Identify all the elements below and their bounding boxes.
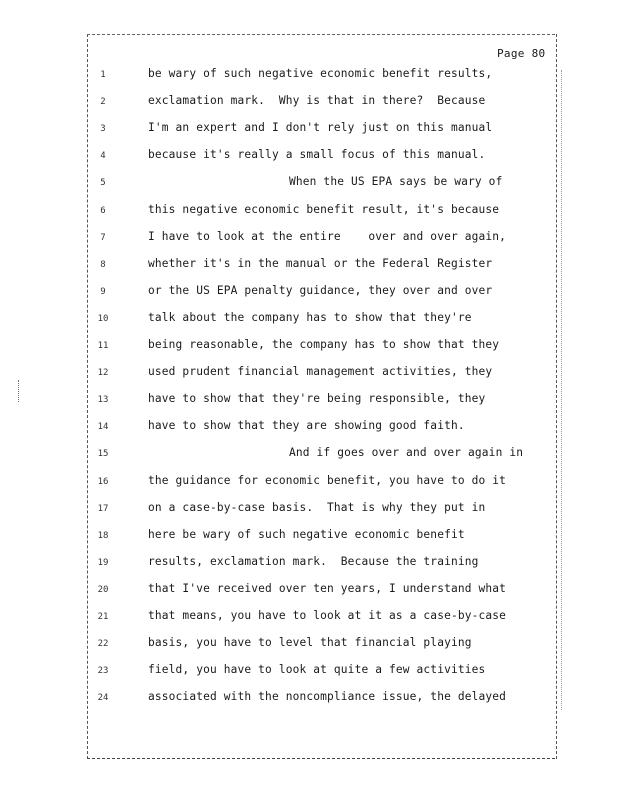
transcript-line: [0, 689, 618, 709]
transcript-line: [0, 174, 618, 194]
line-text: I'm an expert and I don't rely just on this manual: [148, 121, 493, 135]
line-number: 24: [97, 693, 109, 704]
line-text: I have to look at the entire over and over again,: [148, 229, 507, 243]
line-text: associated with the noncompliance issue, the delayed: [148, 690, 507, 704]
line-number: 4: [100, 151, 106, 162]
line-text: because it's really a small focus of this manual.: [148, 148, 486, 162]
line-text: have to show that they're being responsible, they: [148, 392, 486, 406]
transcript-line: [0, 473, 618, 493]
transcript-line: [0, 337, 618, 357]
line-number: 11: [97, 341, 109, 351]
line-text: that means, you have to look at it as a case-by-case: [148, 609, 507, 622]
line-text: used prudent financial management activities, they: [148, 365, 493, 379]
line-text: whether it's in the manual or the Federal Register: [148, 256, 493, 270]
transcript-line: [0, 500, 618, 520]
line-number: 2: [100, 97, 106, 108]
line-number: 22: [97, 639, 109, 650]
line-text: When the US EPA says be wary of: [289, 175, 503, 189]
line-number: 16: [97, 476, 109, 487]
transcript-line: [0, 93, 618, 113]
line-number: 19: [97, 557, 109, 568]
line-text: on a case-by-case basis. That is why they put in: [148, 500, 486, 514]
line-number: 6: [100, 205, 106, 216]
transcript-line: [0, 147, 618, 167]
line-text: being reasonable, the company has to show that they: [148, 338, 500, 351]
line-text: be wary of such negative economic benefit results,: [148, 67, 493, 80]
transcript-line: [0, 527, 618, 547]
line-text: field, you have to look at quite a few activities: [148, 663, 486, 677]
line-number: 14: [97, 422, 109, 433]
line-number: 18: [97, 530, 109, 541]
line-text: here be wary of such negative economic benefit: [148, 527, 465, 541]
line-text: And if goes over and over again in: [289, 446, 524, 460]
line-text: basis, you have to level that financial playing: [148, 636, 472, 650]
transcript-line: [0, 608, 618, 628]
transcript-line: [0, 662, 618, 682]
transcript-line: [0, 202, 618, 222]
line-text: have to show that they are showing good faith.: [148, 419, 465, 433]
transcript-line: [0, 445, 618, 465]
transcript-line: [0, 256, 618, 276]
transcript-line: [0, 283, 618, 303]
line-number: 1: [100, 70, 106, 80]
line-number: 23: [97, 666, 109, 677]
line-number: 12: [97, 368, 109, 379]
line-text: the guidance for economic benefit, you have to do it: [148, 473, 507, 487]
page-number: Page 80: [497, 47, 546, 60]
line-text: exclamation mark. Why is that in there? Because: [148, 94, 486, 108]
line-text: this negative economic benefit result, it's because: [148, 202, 500, 216]
transcript-line: [0, 66, 618, 86]
transcript-line: [0, 581, 618, 601]
line-number: 7: [100, 232, 106, 243]
transcript-line: [0, 635, 618, 655]
transcript-line: [0, 120, 618, 140]
line-number: 15: [97, 449, 109, 460]
line-text: that I've received over ten years, I understand what: [148, 581, 507, 595]
line-number: 20: [97, 584, 109, 595]
line-number: 21: [97, 612, 109, 622]
line-number: 3: [100, 124, 106, 135]
line-number: 9: [100, 286, 106, 297]
line-text: or the US EPA penalty guidance, they over and over: [148, 283, 493, 297]
transcript-line: [0, 391, 618, 411]
transcript-line: [0, 418, 618, 438]
line-number: 10: [97, 313, 109, 324]
line-number: 5: [100, 178, 106, 189]
transcript-line: [0, 229, 618, 249]
line-number: 8: [100, 259, 106, 270]
transcript-line: [0, 310, 618, 330]
transcript-line: [0, 554, 618, 574]
line-text: talk about the company has to show that they're: [148, 310, 472, 324]
transcript-line: [0, 364, 618, 384]
line-number: 13: [97, 395, 109, 406]
line-number: 17: [97, 503, 109, 514]
line-text: results, exclamation mark. Because the training: [148, 554, 479, 568]
